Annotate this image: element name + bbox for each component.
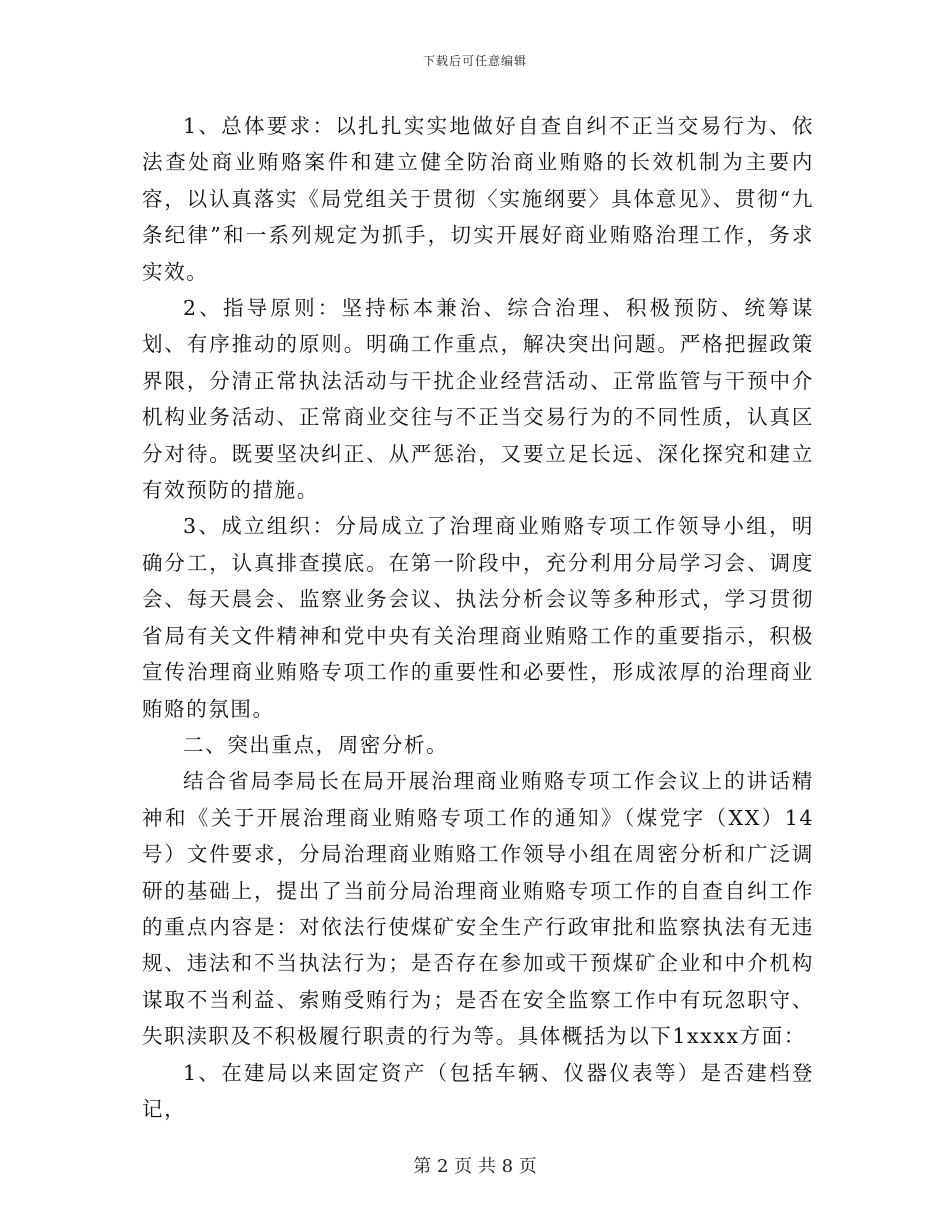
section-heading-focus: 二、突出重点，周密分析。 [183,732,449,757]
paragraph-fixed-assets: 1、在建局以来固定资产（包括车辆、仪器仪表等）是否建档登记， [142,1060,814,1121]
page-header: 下载后可任意编辑 [422,54,527,68]
paragraph-organization: 3、成立组织：分局成立了治理商业贿赂专项工作领导小组，明确分工，认真排查摸底。在第一阶段中，充分利用分局学习会、调度会、每天晨会、监察业务会议、执法分析会议等多种形式，学习贯彻省局有关文件精神和党中央有关治理商业贿赂工作的重要指示，积极宣传治理商业贿赂专项工作的重要性和必要性，形成浓厚的治理商业贿赂的氛围。 [142,514,814,721]
page-number: 第 2 页 共 8 页 [413,1156,537,1177]
paragraph-focus-analysis: 结合省局李局长在局开展治理商业贿赂专项工作会议上的讲话精神和《关于开展治理商业贿赂专项工作的通知》（煤党字（XX）14号）文件要求，分局治理商业贿赂工作领导小组在周密分析和广泛调研的基础上，提出了当前分局治理商业贿赂专项工作的自查自纠工作的重点内容是：对依法行使煤矿安全生产行政审批和监察执法有无违规、违法和不当执法行为；是否存在参加或干预煤矿企业和中介机构谋取不当利益、索贿受贿行为；是否在安全监察工作中有玩忽职守、失职渎职及不积极履行职责的行为等。具体概括为以下1xxxx方面： [142,769,814,1049]
document-body [142,108,814,1127]
paragraph-general-requirements: 1、总体要求：以扎扎实实地做好自查自纠不正当交易行为、依法查处商业贿赂案件和建立健全防治商业贿赂的长效机制为主要内容，以认真落实《局党组关于贯彻〈实施纲要〉具体意见》、贯彻“九条纪律”和一系列规定为抓手，切实开展好商业贿赂治理工作，务求实效。 [142,114,814,284]
paragraph-guiding-principles: 2、指导原则：坚持标本兼治、综合治理、积极预防、统筹谋划、有序推动的原则。明确工作重点，解决突出问题。严格把握政策界限，分清正常执法活动与干扰企业经营活动、正常监管与干预中介机构业务活动、正常商业交往与不正当交易行为的不同性质，认真区分对待。既要坚决纠正、从严惩治，又要立足长远、深化探究和建立有效预防的措施。 [142,296,814,503]
